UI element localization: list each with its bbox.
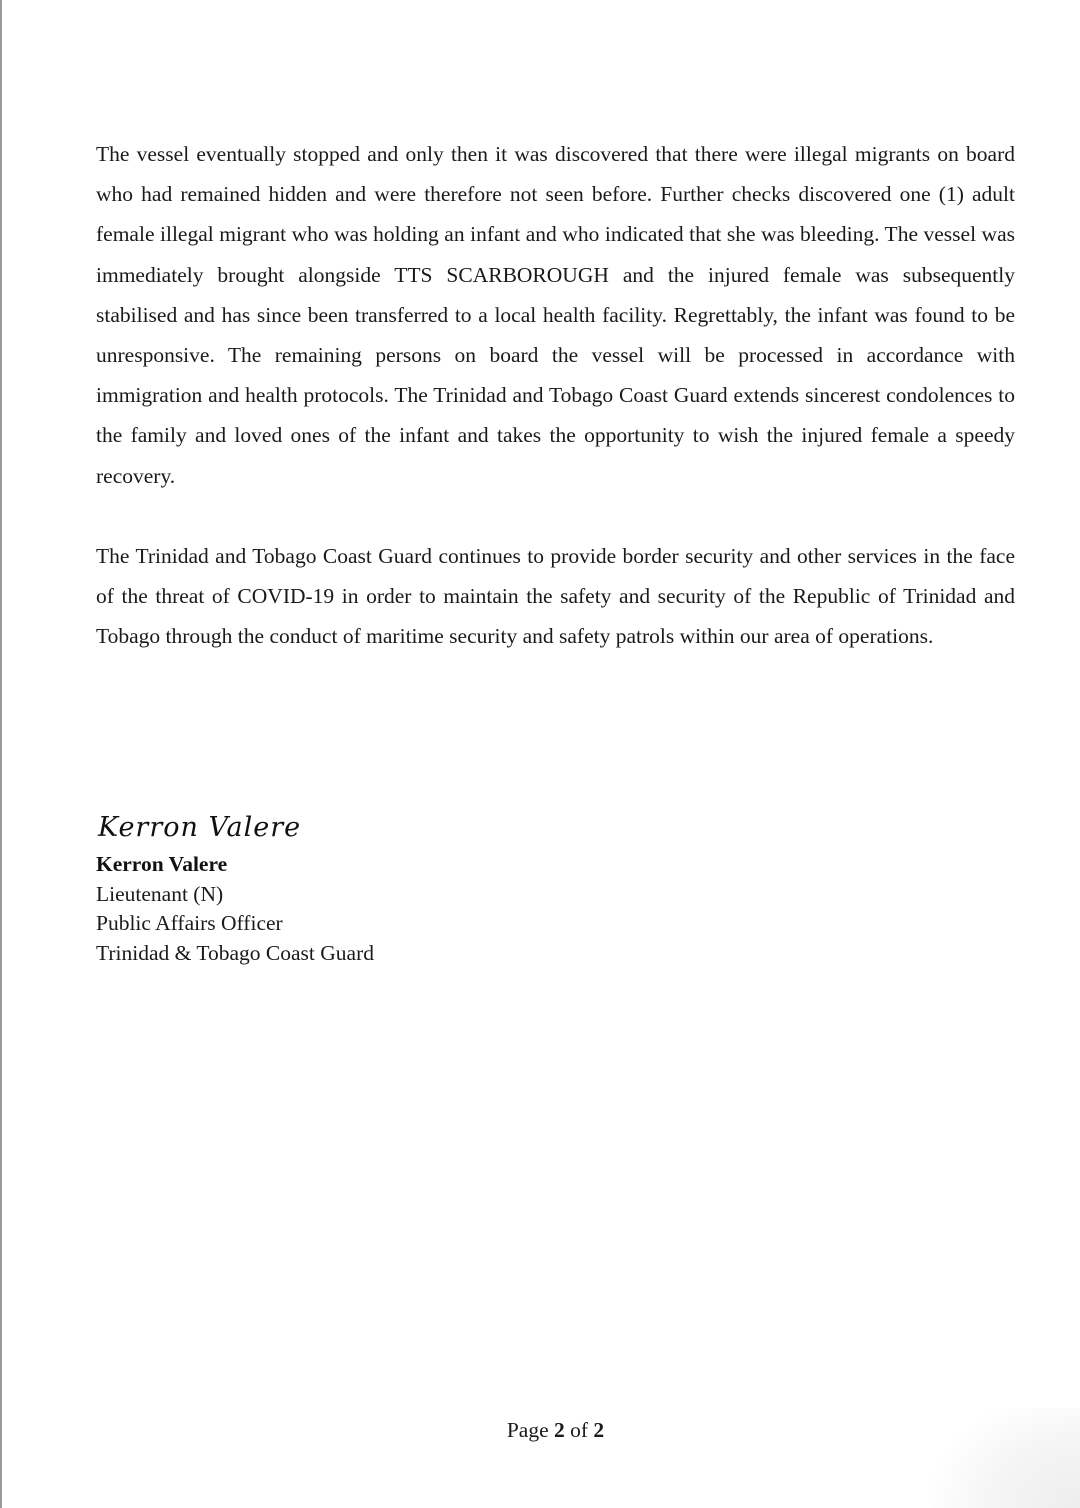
of-label: of (570, 1418, 589, 1442)
signatory-title: Public Affairs Officer (96, 911, 283, 935)
total-pages-number: 2 (593, 1418, 605, 1442)
signatory-rank: Lieutenant (N) (96, 881, 224, 906)
current-page-number: 2 (554, 1418, 565, 1442)
document-body (96, 134, 1015, 656)
page-number-footer (0, 1418, 1080, 1443)
paragraph-incident: The vessel eventually stopped and only then it was discovered that there were illegal migrants on board who had remained hidden and were therefore not seen before. Further checks discovered one (1) adult female illegal migrant who was holding an infant and who indicated that she was bleeding. The vessel was immediately brought alongside TTS SCARBOROUGH and the injured female was subsequently stabilised and has since been transferred to a local health facility. Regrettably, the infant was found to be unresponsive. The remaining persons on board the vessel will be processed in accordance with immigration and health protocols. The Trinidad and Tobago Coast Guard extends sincerest condolences to the family and loved ones of the infant and takes the opportunity to wish the injured female a speedy recovery. (96, 142, 1015, 488)
handwritten-signature: Kerron Valere (98, 812, 302, 843)
page-label: Page (506, 1418, 549, 1442)
signature-block (96, 806, 596, 968)
signatory-name: Kerron Valere (96, 852, 228, 876)
signatory-organization: Trinidad & Tobago Coast Guard (96, 940, 374, 965)
paragraph-mission: The Trinidad and Tobago Coast Guard continues to provide border security and other services in the face of the threat of COVID-19 in order to maintain the safety and security of the Republic of Trinidad and Tobago through the conduct of maritime security and safety patrols within our area of operations. (96, 543, 1015, 649)
page-left-edge (0, 0, 2, 1508)
